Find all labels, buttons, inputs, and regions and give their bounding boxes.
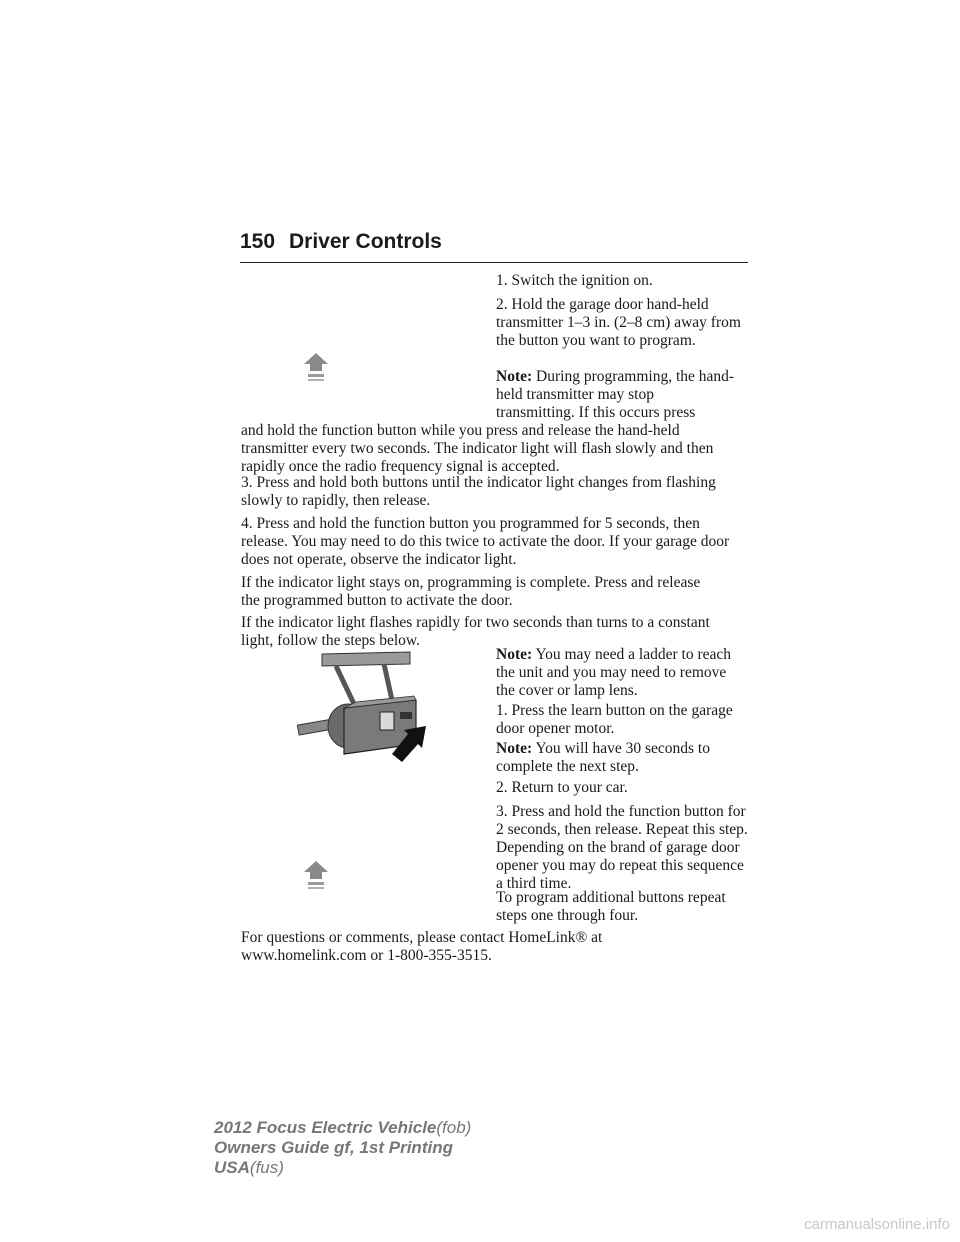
lower-step-2-return: 2. Return to your car. bbox=[496, 779, 628, 796]
garage-door-opener-illustration bbox=[296, 650, 436, 762]
footer bbox=[214, 1118, 471, 1178]
note-label: Note: bbox=[496, 368, 533, 385]
footer-line-3: USA bbox=[214, 1158, 250, 1177]
homelink-house-icon bbox=[303, 352, 329, 384]
note-programming bbox=[496, 368, 746, 404]
indicator-stays-on: If the indicator light stays on, programming is complete. Press and release the programmed button to activate the door. bbox=[241, 574, 701, 609]
footer-line-1: 2012 Focus Electric Vehicle bbox=[214, 1118, 437, 1137]
additional-buttons: To program additional buttons repeat steps one through four. bbox=[496, 889, 726, 924]
footer-line-2: Owners Guide gf, 1st Printing bbox=[214, 1138, 453, 1157]
note-30-seconds bbox=[496, 740, 746, 776]
watermark: carmanualsonline.info bbox=[804, 1216, 950, 1233]
note-continued: transmitting. If this occurs press bbox=[496, 404, 696, 421]
step-1-ignition: 1. Switch the ignition on. bbox=[496, 272, 653, 289]
note-text: During programming, the hand-held transmitter may stop bbox=[496, 368, 735, 403]
step-4-press-function: 4. Press and hold the function button you programmed for 5 seconds, then release. You may need to do this twice to activate the door. If your garage door does not operate, observe the indicator light. bbox=[241, 515, 730, 568]
page-header bbox=[240, 230, 748, 263]
note-label: Note: bbox=[496, 646, 533, 663]
contact-homelink: For questions or comments, please contact HomeLink® at www.homelink.com or 1-800-355-3515. bbox=[241, 929, 603, 964]
note-text: You will have 30 seconds to complete the next step. bbox=[496, 740, 710, 775]
indicator-flashes: If the indicator light flashes rapidly for two seconds than turns to a constant light, follow the steps below. bbox=[241, 614, 710, 649]
footer-code-3: (fus) bbox=[249, 1158, 284, 1177]
step-3-press-both: 3. Press and hold both buttons until the indicator light changes from flashing slowly to rapidly, then release. bbox=[241, 474, 716, 509]
note-ladder bbox=[496, 646, 746, 700]
section-title: Driver Controls bbox=[289, 230, 442, 253]
note-text: You may need a ladder to reach the unit and you may need to remove the cover or lamp lens. bbox=[496, 646, 732, 699]
lower-step-1-learn-button: 1. Press the learn button on the garage door opener motor. bbox=[496, 702, 733, 737]
page-number: 150 bbox=[240, 230, 276, 253]
lower-step-3-press-hold: 3. Press and hold the function button for 2 seconds, then release. Repeat this step. Depending on the brand of garage door opener you may do repeat this sequence a third time. bbox=[496, 803, 748, 892]
step-2-hold-transmitter: 2. Hold the garage door hand-held transmitter 1–3 in. (2–8 cm) away from the button you want to program. bbox=[496, 296, 741, 349]
note-label: Note: bbox=[496, 740, 533, 757]
note-continued-full: and hold the function button while you press and release the hand-held transmitter every two seconds. The indicator light will flash slowly and then rapidly once the radio frequency signal is accepted. bbox=[241, 422, 714, 475]
footer-code-1: (fob) bbox=[436, 1118, 472, 1137]
homelink-house-icon bbox=[303, 860, 329, 892]
